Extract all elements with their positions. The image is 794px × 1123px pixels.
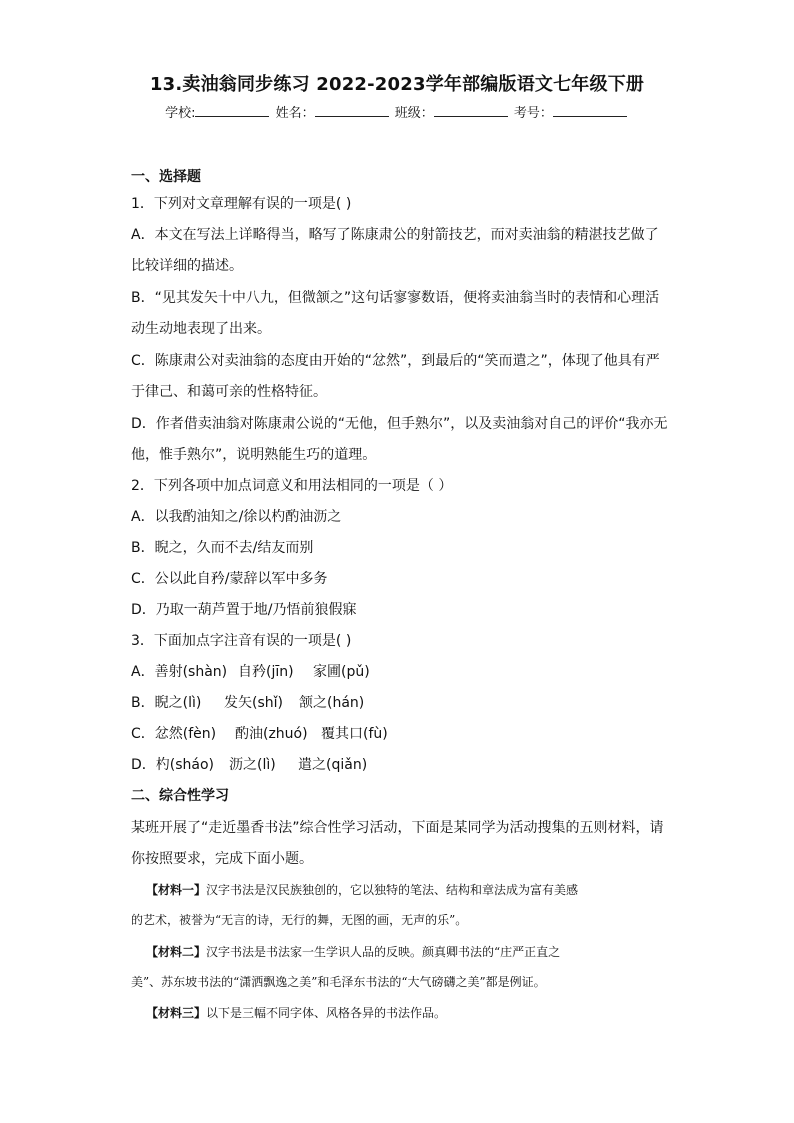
q3-b-item: 发矢(shǐ) (224, 695, 283, 711)
material-3-text: 以下是三幅不同字体、风格各异的书法作品。 (206, 1006, 447, 1020)
q3-d-item: 沥之(lì) (229, 757, 276, 773)
section-heading: 一、选择题 (131, 169, 201, 185)
q3-c-item: 酌油(zhuó) (235, 726, 308, 742)
q1-option-d-cont: 他，惟手熟尔”，说明熟能生巧的道理。 (131, 447, 377, 463)
material-1-text: 汉字书法是汉民族独创的，它以独特的笔法、结构和章法成为富有美感 (206, 883, 579, 897)
material-1-cont: 的艺术，被誉为“无言的诗，无行的舞，无图的画，无声的乐”。 (131, 913, 468, 927)
material-2-text: 汉字书法是书法家一生学识人品的反映。颜真卿书法的“庄严正直之 (206, 945, 561, 959)
school-blank[interactable] (195, 104, 269, 117)
q3-d-item: D．杓(sháo) (131, 757, 215, 773)
name-blank[interactable] (315, 104, 389, 117)
q1-option-b: B．“见其发矢十中八九，但微颔之”这句话寥寥数语，便将卖油翁当时的表情和心理活 (131, 290, 660, 306)
class-blank[interactable] (434, 104, 508, 117)
q1-option-d: D．作者借卖油翁对陈康肃公说的“无他，但手熟尔”，以及卖油翁对自己的评价“我亦无 (131, 416, 668, 432)
number-label: 考号： (513, 106, 553, 121)
question-1-stem: 1．下列对文章理解有误的一项是( ) (131, 196, 352, 212)
q2-option-c: C．公以此自矜/蒙辞以军中多务 (131, 571, 328, 587)
q3-option-d (131, 754, 367, 774)
material-1-tag: 【材料一】 (146, 883, 207, 897)
name-label: 姓名： (275, 106, 315, 121)
question-3-stem: 3．下面加点字注音有误的一项是( ) (131, 633, 352, 649)
material-2-cont: 美”、苏东坡书法的“潇洒飘逸之美”和毛泽东书法的“大气磅礴之美”都是例证。 (131, 975, 546, 989)
q3-c-item: 覆其口(fù) (321, 726, 388, 742)
q2-option-b: B．睨之，久而不去/结友而别 (131, 540, 314, 556)
q1-option-a-cont: 比较详细的描述。 (131, 258, 243, 274)
q3-option-c (131, 723, 388, 743)
question-2-stem: 2．下列各项中加点词意义和用法相同的一项是（ ） (131, 478, 453, 494)
q1-option-a: A．本文在写法上详略得当，略写了陈康肃公的射箭技艺，而对卖油翁的精湛技艺做了 (131, 227, 659, 243)
q3-option-b (131, 692, 364, 712)
material-3 (146, 1004, 678, 1021)
q3-b-item: B．睨之(lì) (131, 695, 202, 711)
q3-a-item: A．善射(shàn) (131, 664, 228, 680)
q2-option-d: D．乃取一葫芦置于地/乃悟前狼假寐 (131, 602, 357, 618)
school-label: 学校: (165, 106, 196, 121)
q3-b-item: 颔之(hán) (299, 695, 365, 711)
intro-text-cont: 你按照要求，完成下面小题。 (131, 851, 313, 867)
q3-a-item: 家圃(pǔ) (313, 664, 370, 680)
q1-option-b-cont: 动生动地表现了出来。 (131, 321, 271, 337)
q1-option-c-cont: 于律己、和蔼可亲的性格特征。 (131, 384, 327, 400)
student-info-row (0, 102, 794, 121)
page-title: 13.卖油翁同步练习 2022-2023学年部编版语文七年级下册 (149, 74, 645, 95)
intro-text: 某班开展了“走近墨香书法”综合性学习活动，下面是某同学为活动搜集的五则材料，请 (131, 820, 664, 836)
material-2 (146, 943, 678, 960)
material-3-tag: 【材料三】 (146, 1006, 207, 1020)
material-2-tag: 【材料二】 (146, 945, 207, 959)
material-1 (146, 881, 678, 898)
class-label: 班级： (394, 106, 434, 121)
q3-a-item: 自矜(jīn) (238, 664, 294, 680)
q3-d-item: 遣之(qiǎn) (298, 757, 368, 773)
q1-option-c: C．陈康肃公对卖油翁的态度由开始的“忿然”，到最后的“笑而遣之”，体现了他具有严 (131, 353, 660, 369)
section-heading: 二、综合性学习 (131, 788, 229, 804)
q3-c-item: C．忿然(fèn) (131, 726, 217, 742)
q3-option-a (131, 661, 370, 681)
number-blank[interactable] (553, 104, 627, 117)
q2-option-a: A．以我酌油知之/徐以杓酌油沥之 (131, 509, 342, 525)
